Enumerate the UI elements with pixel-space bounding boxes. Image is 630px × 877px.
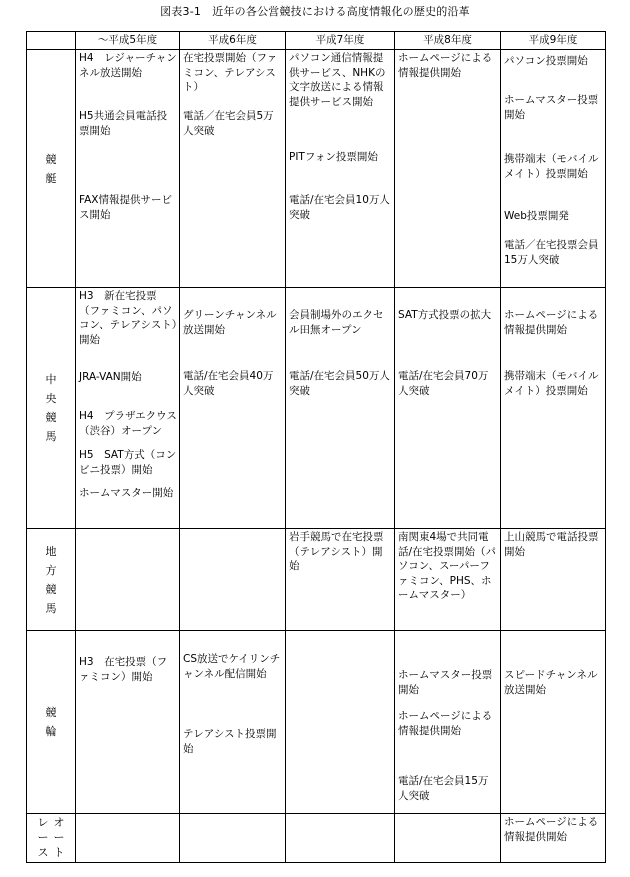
cell-oto-h5 [76, 814, 180, 863]
figure-title: 図表3-1 近年の各公営競技における高度情報化の歴史的沿革 [160, 5, 470, 18]
row-keirin [27, 631, 606, 814]
event: 電話/在宅会員70万人突破 [398, 370, 489, 397]
event: FAX情報提供サービス開始 [79, 194, 172, 221]
row-label-oto [27, 814, 76, 863]
cell-chuo-h9 [501, 288, 606, 529]
corner-cell [27, 32, 76, 50]
event: 電話／在宅会員5万人突破 [183, 110, 274, 137]
event: 南関東4場で共同電話/在宅投票開始（パソコン、スーパーファミコン、PHS、ホームマスター） [398, 531, 497, 601]
event: 上山競馬で電話投票開始 [504, 531, 599, 558]
event: 携帯端末（モバイルメイト）投票開始 [504, 153, 599, 180]
cell-keirin-h7 [286, 631, 395, 814]
event: パソコン通信情報提供サービス、NHKの文字放送による情報提供サービス開始 [289, 52, 386, 108]
event: 会員制場外のエクセル田無オープン [289, 309, 384, 336]
cell-kyotei-h5 [76, 50, 180, 288]
cell-chiho-h8 [395, 529, 501, 631]
cell-chuo-h8 [395, 288, 501, 529]
cell-kyotei-h6 [180, 50, 286, 288]
row-label-text: 競輪 [45, 706, 57, 738]
row-label-text: 中央競馬 [45, 373, 57, 443]
event: PITフォン投票開始 [289, 151, 378, 163]
cell-chiho-h7 [286, 529, 395, 631]
row-label-text: 地方競馬 [45, 544, 57, 615]
event: SAT方式投票の拡大 [398, 309, 492, 321]
event: ホームページによる情報提供開始 [398, 710, 493, 737]
event: ホームマスター投票開始 [398, 669, 493, 696]
col-header-h6: 平成6年度 [180, 32, 286, 50]
row-label-text: 競艇 [45, 152, 57, 185]
row-label-chiho [27, 529, 76, 631]
cell-chuo-h5 [76, 288, 180, 529]
event: H4 レジャーチャンネル放送開始 [79, 52, 177, 79]
col-header-h8: 平成8年度 [395, 32, 501, 50]
cell-keirin-h5 [76, 631, 180, 814]
col-header-h9: 平成9年度 [501, 32, 606, 50]
row-chuo [27, 288, 606, 529]
col-header-h5: 〜平成5年度 [76, 32, 180, 50]
cell-chuo-h7 [286, 288, 395, 529]
cell-chiho-h9 [501, 529, 606, 631]
event: パソコン投票開始 [504, 55, 588, 67]
header-row [27, 32, 606, 50]
cell-keirin-h8 [395, 631, 501, 814]
event: ホームマスター開始 [79, 487, 174, 499]
event: 電話/在宅会員50万人突破 [289, 370, 390, 397]
cell-kyotei-h9 [501, 50, 606, 288]
event: 電話/在宅会員10万人突破 [289, 194, 390, 221]
event: 岩手競馬で在宅投票（テレアシスト）開始 [289, 531, 384, 572]
cell-chiho-h6 [180, 529, 286, 631]
event: H3 在宅投票（ファミコン）開始 [79, 656, 168, 683]
event: ホームマスター投票開始 [504, 94, 599, 121]
event: テレアシスト投票開始 [183, 728, 277, 755]
event: 携帯端末（モバイルメイト）投票開始 [504, 370, 599, 397]
cell-chiho-h5 [76, 529, 180, 631]
row-label-text: レース [37, 816, 49, 860]
cell-oto-h8 [395, 814, 501, 863]
cell-oto-h9 [501, 814, 606, 863]
event: 在宅投票開始（ファミコン、テレアシスト） [183, 52, 278, 93]
event: Web投票開発 [504, 210, 569, 222]
cell-chuo-h6 [180, 288, 286, 529]
col-header-h7: 平成7年度 [286, 32, 395, 50]
cell-oto-h6 [180, 814, 286, 863]
cell-keirin-h9 [501, 631, 606, 814]
cell-kyotei-h8 [395, 50, 501, 288]
event: 電話/在宅会員15万人突破 [398, 775, 489, 802]
row-label-keirin [27, 631, 76, 814]
row-kyotei [27, 50, 606, 288]
row-label-chuo [27, 288, 76, 529]
event: H5共通会員電話投票開始 [79, 110, 168, 137]
event: H5 SAT方式（コンビニ投票）開始 [79, 449, 177, 476]
row-chiho [27, 529, 606, 631]
row-label-text: オート [53, 816, 65, 860]
event: JRA-VAN開始 [79, 371, 142, 383]
row-label-kyotei [27, 50, 76, 288]
event: 電話／在宅投票会員15万人突破 [504, 239, 599, 266]
cell-oto-h7 [286, 814, 395, 863]
event: ホームページによる情報提供開始 [504, 309, 599, 336]
history-table [26, 31, 606, 863]
event: CS放送でケイリンチャンネル配信開始 [183, 653, 281, 680]
event: H4 プラザエクウス（渋谷）オープン [79, 410, 177, 437]
row-oto [27, 814, 606, 863]
cell-kyotei-h7 [286, 50, 395, 288]
cell-keirin-h6 [180, 631, 286, 814]
event: スピードチャンネル放送開始 [504, 669, 598, 696]
event: 電話/在宅会員40万人突破 [183, 370, 274, 397]
event: H3 新在宅投票（ファミコン、パソコン、テレアシスト）開始 [79, 290, 177, 346]
event: ホームページによる情報提供開始 [504, 816, 599, 843]
event: ホームページによる情報提供開始 [398, 52, 493, 79]
event: グリーンチャンネル放送開始 [183, 309, 277, 336]
